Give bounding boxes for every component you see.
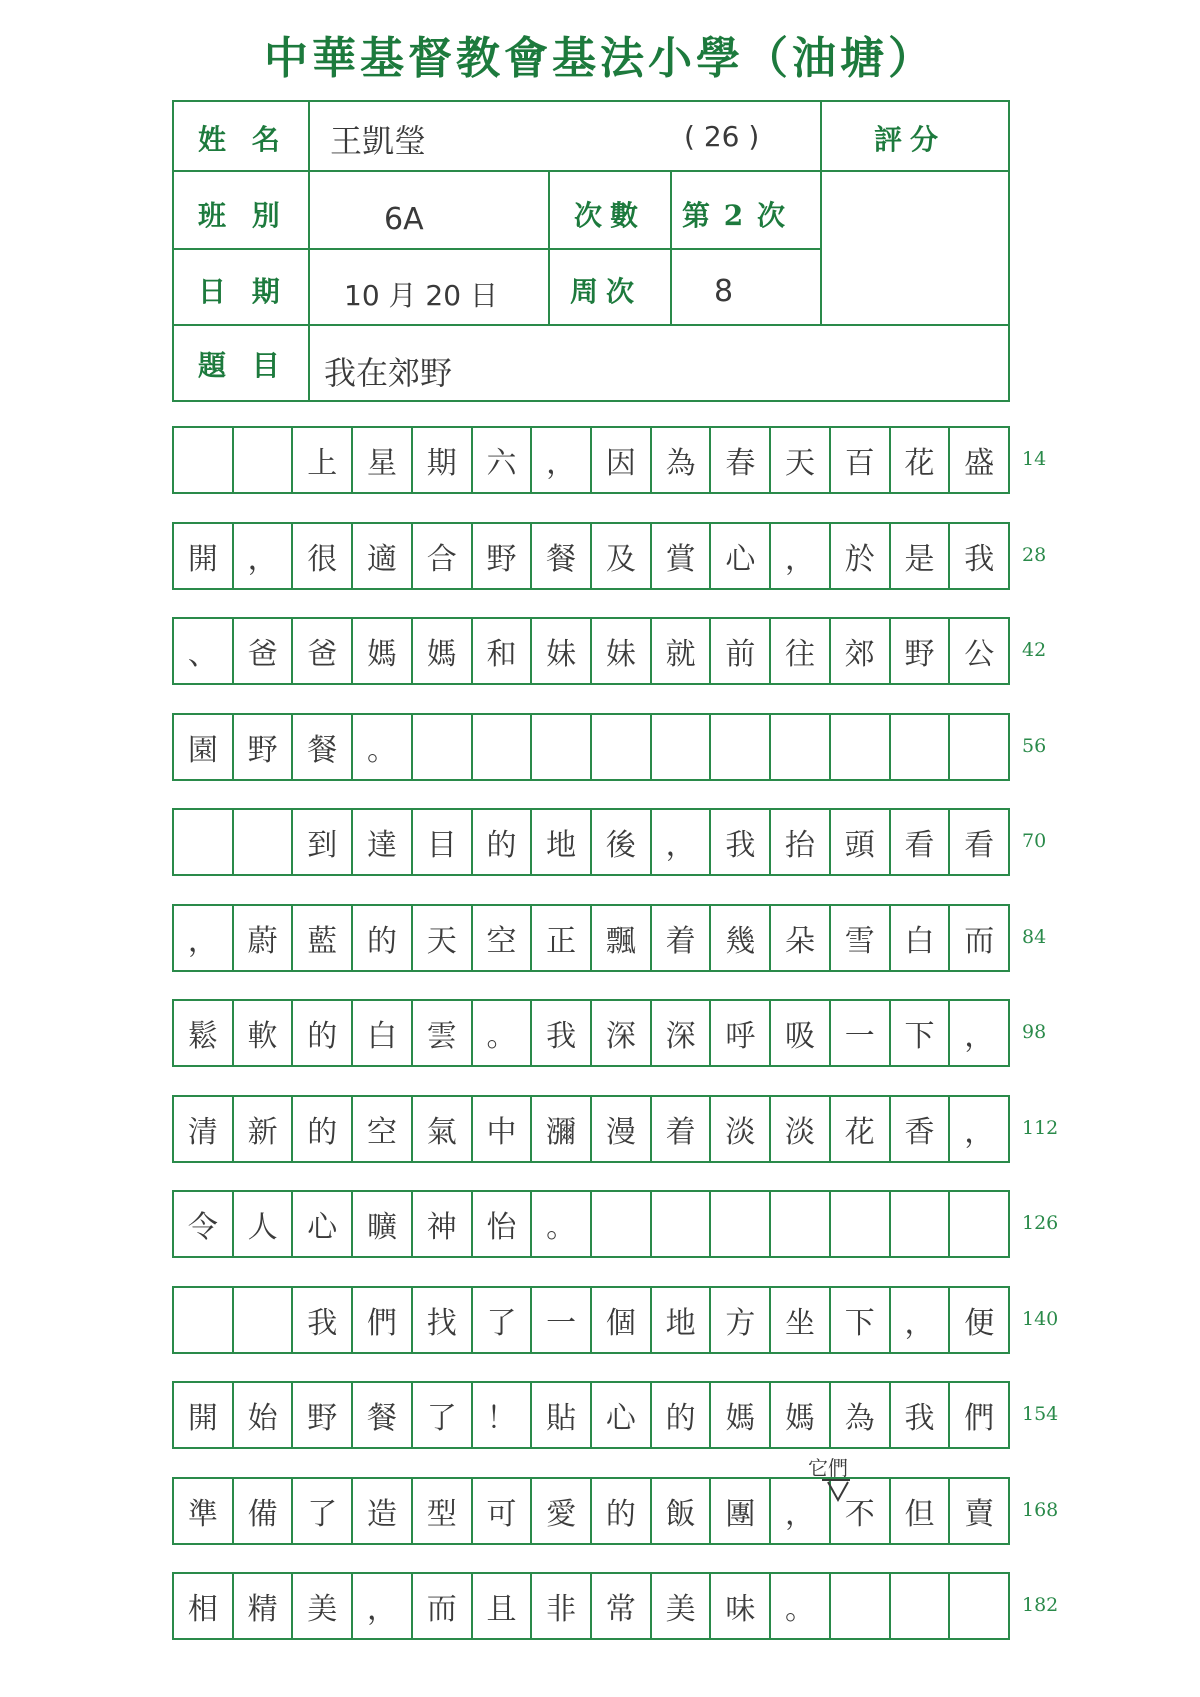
grid-cell: 餐	[353, 1383, 413, 1447]
grid-cell: 我	[532, 1001, 592, 1065]
grid-cell	[174, 428, 234, 492]
grid-cell: 了	[293, 1479, 353, 1543]
grid-cell: 。	[771, 1574, 831, 1638]
grid-cell: ！	[473, 1383, 533, 1447]
grid-cell: 白	[891, 906, 951, 970]
grid-cell: ，	[234, 524, 294, 588]
grid-cell: 是	[891, 524, 951, 588]
grid-cell: 、	[174, 619, 234, 683]
grid-cell: 開	[174, 1383, 234, 1447]
character-count: 126	[1022, 1212, 1059, 1234]
grid-cell	[234, 428, 294, 492]
grid-cell: 看	[964, 828, 995, 863]
character-count: 28	[1022, 544, 1047, 566]
topic-value: 我在郊野	[324, 354, 453, 392]
character-count: 98	[1022, 1021, 1047, 1043]
grid-cell: 團	[711, 1479, 771, 1543]
grid-cell: 一	[831, 1001, 891, 1065]
grid-cell: 飄	[592, 906, 652, 970]
grid-cell: 可	[473, 1479, 533, 1543]
grid-cell	[831, 1192, 891, 1256]
grid-cell: 園	[174, 715, 234, 779]
grid-cell: 目	[413, 810, 473, 874]
grid-cell: 就	[652, 619, 712, 683]
grid-cell: 清	[174, 1097, 234, 1161]
grid-cell	[174, 810, 234, 874]
grid-cell: 野	[891, 619, 951, 683]
grid-cell: 一	[532, 1288, 592, 1352]
grid-cell: 方	[711, 1288, 771, 1352]
character-count: 70	[1022, 830, 1047, 852]
form-rule	[174, 324, 1008, 326]
grid-cell: 及	[592, 524, 652, 588]
grid-row	[172, 1477, 1010, 1545]
grid-cell: 吸	[771, 1001, 831, 1065]
grid-cell: 備	[234, 1479, 294, 1543]
grid-cell: 鬆	[174, 1001, 234, 1065]
grid-cell	[711, 1192, 771, 1256]
grid-row	[172, 999, 1010, 1067]
grid-row	[172, 1381, 1010, 1449]
grid-cell: ，	[964, 1019, 995, 1054]
grid-cell: 期	[413, 428, 473, 492]
grid-row	[172, 808, 1010, 876]
date-label: 日 期	[198, 275, 288, 308]
class-number: ( 26 )	[684, 120, 760, 153]
grid-cell: 深	[592, 1001, 652, 1065]
grid-cell: 且	[473, 1574, 533, 1638]
grid-cell: 和	[473, 619, 533, 683]
grid-cell: ，	[174, 906, 234, 970]
grid-cell: 春	[711, 428, 771, 492]
character-count: 182	[1022, 1594, 1059, 1616]
grid-row	[172, 713, 1010, 781]
grid-cell	[771, 1192, 831, 1256]
grid-cell: 香	[891, 1097, 951, 1161]
grid-cell: 貼	[532, 1383, 592, 1447]
grid-cell: 抬	[771, 810, 831, 874]
grid-cell: 我	[964, 542, 995, 577]
grid-cell: 愛	[532, 1479, 592, 1543]
grid-cell: 準	[174, 1479, 234, 1543]
grid-cell: 我	[293, 1288, 353, 1352]
grid-cell: 於	[831, 524, 891, 588]
character-count: 56	[1022, 735, 1047, 757]
grid-cell: 星	[353, 428, 413, 492]
character-count: 140	[1022, 1308, 1059, 1330]
grid-cell: 媽	[771, 1383, 831, 1447]
character-count: 154	[1022, 1403, 1059, 1425]
grid-cell	[891, 1192, 951, 1256]
grid-cell: 公	[964, 637, 995, 672]
grid-cell: 非	[532, 1574, 592, 1638]
grid-cell: 正	[532, 906, 592, 970]
grid-cell: 氣	[413, 1097, 473, 1161]
grid-cell: 我	[891, 1383, 951, 1447]
grid-cell: 始	[234, 1383, 294, 1447]
grid-row	[172, 904, 1010, 972]
grid-cell: 軟	[234, 1001, 294, 1065]
class-value: 6A	[384, 202, 424, 237]
grid-cell: 的	[353, 906, 413, 970]
grid-cell: 很	[293, 524, 353, 588]
grid-cell: 花	[831, 1097, 891, 1161]
grid-cell: 曠	[353, 1192, 413, 1256]
grid-cell: 。	[353, 715, 413, 779]
grid-cell	[652, 715, 712, 779]
grid-cell: 美	[293, 1574, 353, 1638]
grid-cell: 盛	[964, 446, 995, 481]
grid-cell: 了	[473, 1288, 533, 1352]
character-count: 112	[1022, 1117, 1059, 1139]
grid-cell: 而	[413, 1574, 473, 1638]
character-count: 14	[1022, 448, 1047, 470]
grid-cell	[473, 715, 533, 779]
grid-cell: 不	[831, 1479, 891, 1543]
grid-cell: 。	[473, 1001, 533, 1065]
grid-cell: 爸	[293, 619, 353, 683]
grid-cell: 們	[353, 1288, 413, 1352]
grid-cell	[771, 715, 831, 779]
grid-cell: 野	[293, 1383, 353, 1447]
topic-label: 題 目	[198, 349, 288, 382]
grid-cell	[950, 1574, 1008, 1638]
grid-row	[172, 522, 1010, 590]
grid-cell: 着	[652, 1097, 712, 1161]
grid-cell: 妹	[592, 619, 652, 683]
grid-cell: 看	[891, 810, 951, 874]
grid-row	[172, 1095, 1010, 1163]
grid-cell: 為	[831, 1383, 891, 1447]
grid-cell: 了	[413, 1383, 473, 1447]
grid-cell: 空	[353, 1097, 413, 1161]
grid-cell: 藍	[293, 906, 353, 970]
grid-cell: 天	[413, 906, 473, 970]
grid-cell: 達	[353, 810, 413, 874]
grid-cell	[950, 1192, 1008, 1256]
grid-cell: 漫	[592, 1097, 652, 1161]
grid-cell: 深	[652, 1001, 712, 1065]
grid-cell	[891, 1574, 951, 1638]
school-title: 中華基督教會基法小學（油塘）	[264, 33, 936, 84]
grid-cell: 雪	[831, 906, 891, 970]
grid-cell: 餐	[532, 524, 592, 588]
grid-cell: 呼	[711, 1001, 771, 1065]
grid-cell: 因	[592, 428, 652, 492]
grid-cell: 花	[891, 428, 951, 492]
grid-row	[172, 1190, 1010, 1258]
character-count: 42	[1022, 639, 1047, 661]
grid-cell: ，	[353, 1574, 413, 1638]
grid-cell: ，	[771, 1479, 831, 1543]
grid-cell	[532, 715, 592, 779]
grid-cell: ，	[964, 1115, 995, 1150]
times-label: 次數	[574, 199, 647, 232]
grid-cell: 賞	[652, 524, 712, 588]
grid-cell: 百	[831, 428, 891, 492]
grid-cell: 下	[891, 1001, 951, 1065]
grid-cell: 到	[293, 810, 353, 874]
insertion-caret	[820, 1478, 880, 1504]
grid-cell: 朵	[771, 906, 831, 970]
grid-cell: 後	[592, 810, 652, 874]
grid-cell: 地	[652, 1288, 712, 1352]
grid-cell: 人	[234, 1192, 294, 1256]
grid-cell: 蔚	[234, 906, 294, 970]
form-rule	[820, 170, 1008, 172]
grid-cell: 令	[174, 1192, 234, 1256]
date-value: 10 月 20 日	[344, 279, 498, 312]
grid-cell	[652, 1192, 712, 1256]
form-rule	[308, 102, 310, 400]
grid-cell: 的	[293, 1097, 353, 1161]
grid-cell: 坐	[771, 1288, 831, 1352]
form-rule	[670, 170, 672, 324]
grid-row	[172, 426, 1010, 494]
grid-cell: 白	[353, 1001, 413, 1065]
grid-cell: 野	[473, 524, 533, 588]
grid-cell: 飯	[652, 1479, 712, 1543]
grid-cell	[950, 715, 1008, 779]
grid-cell: ，	[652, 810, 712, 874]
grid-cell	[831, 715, 891, 779]
times-value: 第 2 次	[682, 199, 787, 232]
grid-cell	[174, 1288, 234, 1352]
grid-row	[172, 1572, 1010, 1640]
grid-cell	[592, 1192, 652, 1256]
form-rule	[820, 102, 822, 324]
grid-cell: 。	[532, 1192, 592, 1256]
name-value: 王凱瑩	[330, 122, 427, 160]
form-rule	[174, 170, 820, 172]
grid-cell: 頭	[831, 810, 891, 874]
grid-cell	[234, 810, 294, 874]
insertion-note: 它們	[808, 1456, 848, 1480]
grid-cell: 的	[592, 1479, 652, 1543]
character-count: 168	[1022, 1499, 1059, 1521]
form-rule	[548, 170, 550, 324]
grid-cell	[413, 715, 473, 779]
grid-cell: 找	[413, 1288, 473, 1352]
grid-cell: 淡	[771, 1097, 831, 1161]
grid-cell	[891, 715, 951, 779]
grid-cell: 上	[293, 428, 353, 492]
grid-cell: 心	[711, 524, 771, 588]
grid-cell: 中	[473, 1097, 533, 1161]
grid-cell: 瀰	[532, 1097, 592, 1161]
grid-cell: 我	[711, 810, 771, 874]
grid-cell: 們	[964, 1401, 995, 1436]
grid-cell: 餐	[293, 715, 353, 779]
grid-cell: 新	[234, 1097, 294, 1161]
grid-cell: 天	[771, 428, 831, 492]
grid-cell: 淡	[711, 1097, 771, 1161]
form-rule	[174, 248, 820, 250]
grid-cell: 着	[652, 906, 712, 970]
grid-cell	[592, 715, 652, 779]
grid-cell: 相	[174, 1574, 234, 1638]
grid-cell	[711, 715, 771, 779]
grid-cell: 便	[964, 1306, 995, 1341]
grid-cell: 野	[234, 715, 294, 779]
grid-cell: 空	[473, 906, 533, 970]
grid-cell: ，	[532, 428, 592, 492]
grid-cell: 而	[964, 924, 995, 959]
grid-cell	[831, 1574, 891, 1638]
grid-cell: 造	[353, 1479, 413, 1543]
grid-cell: 常	[592, 1574, 652, 1638]
week-label: 周次	[570, 275, 643, 308]
grid-cell: 心	[592, 1383, 652, 1447]
grid-cell: 心	[293, 1192, 353, 1256]
grid-row	[172, 617, 1010, 685]
grid-cell: 怡	[473, 1192, 533, 1256]
grid-cell: 賣	[964, 1497, 995, 1532]
header-form	[172, 100, 1010, 402]
grid-cell: 郊	[831, 619, 891, 683]
grid-cell: 幾	[711, 906, 771, 970]
week-value: 8	[714, 274, 734, 309]
grid-cell: 爸	[234, 619, 294, 683]
grid-cell: 妹	[532, 619, 592, 683]
grid-cell: 美	[652, 1574, 712, 1638]
grid-cell: 往	[771, 619, 831, 683]
class-label: 班 別	[198, 199, 288, 232]
grid-cell: 媽	[711, 1383, 771, 1447]
grid-cell: 個	[592, 1288, 652, 1352]
grid-cell: 下	[831, 1288, 891, 1352]
grid-cell: 媽	[353, 619, 413, 683]
grid-cell: 合	[413, 524, 473, 588]
grid-cell: 媽	[413, 619, 473, 683]
grid-row	[172, 1286, 1010, 1354]
grid-cell: 神	[413, 1192, 473, 1256]
grid-cell: 的	[473, 810, 533, 874]
grid-cell: 雲	[413, 1001, 473, 1065]
grid-cell: 地	[532, 810, 592, 874]
grid-cell: 的	[652, 1383, 712, 1447]
grid-cell: 的	[293, 1001, 353, 1065]
grid-cell	[234, 1288, 294, 1352]
grid-cell: 六	[473, 428, 533, 492]
score-label: 評分	[874, 123, 947, 156]
grid-cell: 精	[234, 1574, 294, 1638]
grid-cell: 前	[711, 619, 771, 683]
grid-cell: ，	[891, 1288, 951, 1352]
grid-cell: 型	[413, 1479, 473, 1543]
grid-cell: 味	[711, 1574, 771, 1638]
grid-cell: ，	[771, 524, 831, 588]
grid-cell: 但	[891, 1479, 951, 1543]
character-count: 84	[1022, 926, 1047, 948]
name-label: 姓 名	[198, 123, 288, 156]
grid-cell: 為	[652, 428, 712, 492]
grid-cell: 適	[353, 524, 413, 588]
grid-cell: 開	[174, 524, 234, 588]
